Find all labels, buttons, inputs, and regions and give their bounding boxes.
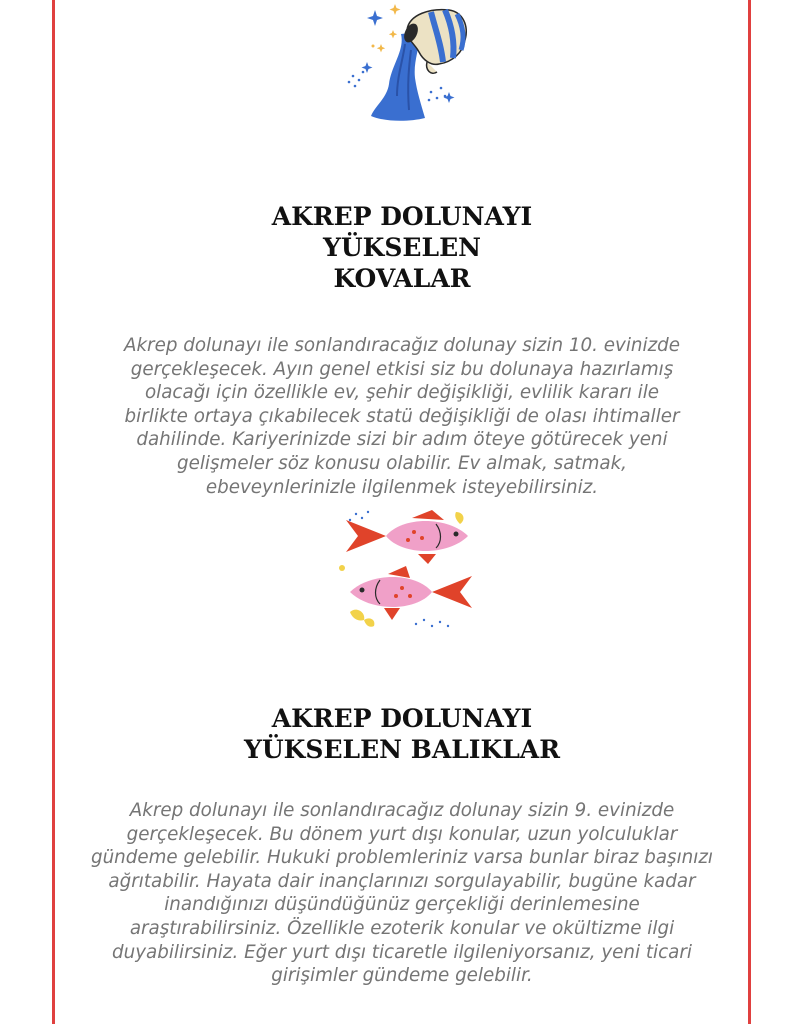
section-1-title-line-1: AKREP DOLUNAYI — [271, 202, 533, 231]
section-1-body-line: gelişmeler söz konusu olabilir. Ev almak, satmak, — [177, 452, 627, 474]
section-2-title-line-2: YÜKSELEN BALIKLAR — [244, 735, 560, 764]
section-1-body-line: birlikte ortaya çıkabilecek statü değişikliği de olası ihtimaller — [124, 405, 680, 427]
section-1-body-line: Akrep dolunayı ile sonlandıracağız dolunay sizin 10. evinizde — [123, 335, 681, 356]
section-1-title-line-3: KOVALAR — [333, 264, 471, 293]
section-1-body-line: ebeveynlerinizle ilgilenmek isteyebilirsiniz. — [205, 476, 599, 498]
aquarius-water-bearer-icon — [345, 0, 475, 126]
red-border-right — [748, 0, 751, 1024]
section-2-body-line: girişimler gündeme gelebilir. — [271, 965, 533, 987]
section-2-body-line: duyabilirsiniz. Eğer yurt dışı ticaretle ilgileniyorsanız, yeni ticari — [112, 941, 692, 963]
section-1-body-line: gerçekleşecek. Ayın genel etkisi siz bu dolunaya hazırlamış — [130, 358, 674, 380]
section-1-title — [100, 201, 704, 294]
section-2-title — [100, 703, 704, 765]
section-1-title-line-2: YÜKSELEN — [323, 233, 481, 262]
section-2-body-line: gündeme gelebilir. Hukuki problemleriniz varsa bunlar biraz başınızı — [90, 847, 714, 869]
section-1-body-line: olacağı için özellikle ev, şehir değişikliği, evlilik kararı ile — [144, 382, 660, 404]
section-2-title-line-1: AKREP DOLUNAYI — [271, 704, 533, 733]
section-2-body-line: Akrep dolunayı ile sonlandıracağız dolunay sizin 9. evinizde — [129, 800, 675, 821]
section-2-body-line: araştırabilirsiniz. Özellikle ezoterik konular ve okültizme ilgi — [129, 917, 675, 939]
section-2-body-line: inandığınızı düşündüğünüz gerçekliği derinlemesine — [164, 894, 640, 916]
section-1-body-line: dahilinde. Kariyerinizde sizi bir adım öteye götürecek yeni — [136, 429, 668, 451]
section-2-body-line: ağrıtabilir. Hayata dair inançlarınızı sorgulayabilir, bugüne kadar — [108, 870, 696, 892]
section-2-body-line: gerçekleşecek. Bu dönem yurt dışı konular, uzun yolculuklar — [126, 823, 678, 845]
section-1-body — [68, 334, 736, 499]
pisces-fish-icon — [336, 508, 476, 632]
red-border-left — [52, 0, 55, 1024]
section-2-body — [68, 799, 736, 988]
